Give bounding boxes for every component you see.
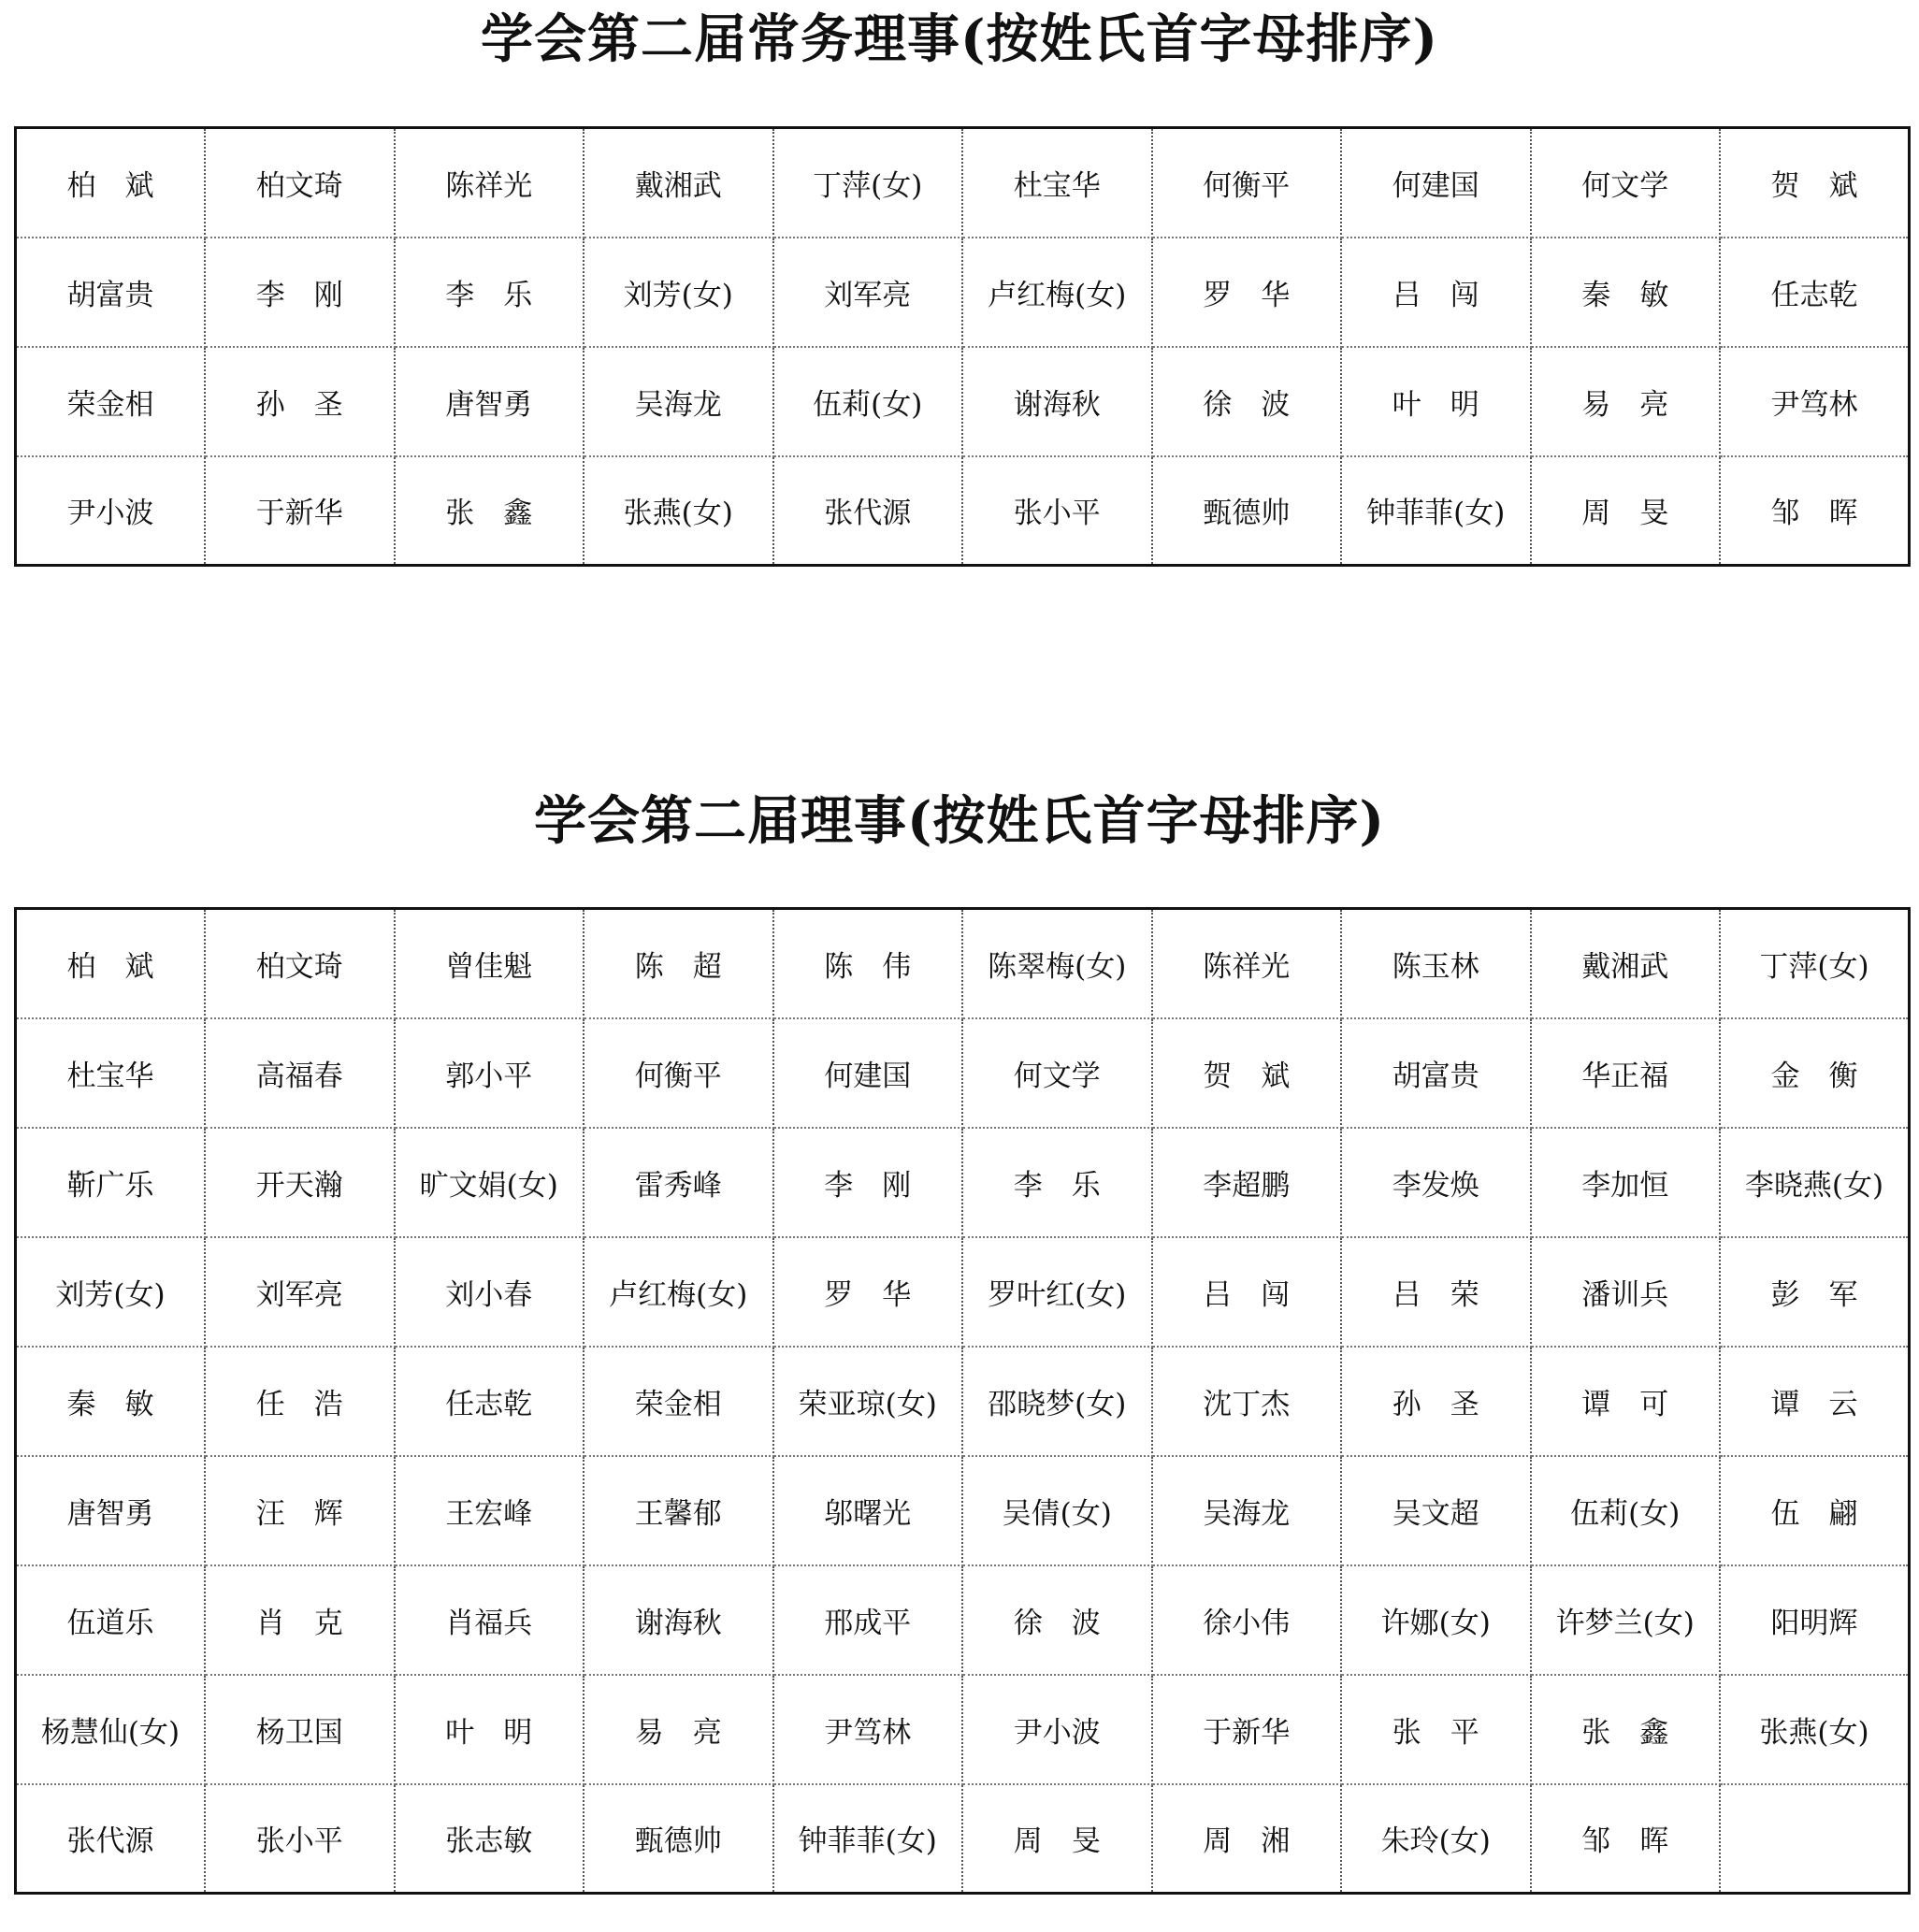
member-name-cell: 刘芳(女): [16, 1237, 206, 1347]
member-name-cell: 李加恒: [1531, 1128, 1721, 1237]
member-name-cell: 旷文娟(女): [395, 1128, 584, 1237]
member-name-cell: 何文学: [1531, 128, 1721, 238]
member-name-cell: 谢海秋: [584, 1565, 773, 1675]
member-name-cell: 陈祥光: [1152, 909, 1342, 1018]
member-name-cell: 李 乐: [395, 238, 584, 347]
member-name-cell: 雷秀峰: [584, 1128, 773, 1237]
member-name-cell: 吴倩(女): [962, 1456, 1152, 1565]
member-name-cell: 邬曙光: [773, 1456, 963, 1565]
member-name-cell: 任 浩: [205, 1347, 395, 1456]
standing-council-title: 学会第二届常务理事(按姓氏首字母排序): [481, 8, 1438, 70]
member-name-cell: 肖福兵: [395, 1565, 584, 1675]
member-name-cell: 邹 晖: [1720, 456, 1910, 566]
member-name-cell: 徐 波: [962, 1565, 1152, 1675]
member-name-cell: 尹笃林: [773, 1675, 963, 1784]
member-name-cell: 贺 斌: [1720, 128, 1910, 238]
member-name-cell: 张 鑫: [1531, 1675, 1721, 1784]
member-name-cell: 华正福: [1531, 1018, 1721, 1128]
member-name-cell: 罗 华: [1152, 238, 1342, 347]
member-name-cell: 吴海龙: [584, 347, 773, 456]
table-row: [16, 1237, 1910, 1347]
member-name-cell: 柏 斌: [16, 909, 206, 1018]
member-name-cell: 吴文超: [1341, 1456, 1531, 1565]
member-name-cell: 吕 荣: [1341, 1237, 1531, 1347]
member-name-cell: 易 亮: [584, 1675, 773, 1784]
member-name-cell: 周 旻: [1531, 456, 1721, 566]
council-title: 学会第二届理事(按姓氏首字母排序): [534, 790, 1385, 852]
member-name-cell: 吴海龙: [1152, 1456, 1342, 1565]
member-name-cell: 阳明辉: [1720, 1565, 1910, 1675]
member-name-cell: 徐小伟: [1152, 1565, 1342, 1675]
member-name-cell: 陈 超: [584, 909, 773, 1018]
member-name-cell: 卢红梅(女): [962, 238, 1152, 347]
member-name-cell: 张 平: [1341, 1675, 1531, 1784]
member-name-cell: 何衡平: [1152, 128, 1342, 238]
member-name-cell: 张代源: [16, 1784, 206, 1894]
member-name-cell: 汪 辉: [205, 1456, 395, 1565]
member-name-cell: 邢成平: [773, 1565, 963, 1675]
member-name-cell: 李超鹏: [1152, 1128, 1342, 1237]
table-row: [16, 1456, 1910, 1565]
member-name-cell: 谭 云: [1720, 1347, 1910, 1456]
member-name-cell: 罗叶红(女): [962, 1237, 1152, 1347]
table-row: [16, 456, 1910, 566]
member-name-cell: 柏文琦: [205, 128, 395, 238]
member-name-cell: 戴湘武: [584, 128, 773, 238]
member-name-cell: 朱玲(女): [1341, 1784, 1531, 1894]
member-name-cell: 甄德帅: [1152, 456, 1342, 566]
table-row: [16, 1018, 1910, 1128]
table-row: [16, 909, 1910, 1018]
member-name-cell: 吕 闯: [1152, 1237, 1342, 1347]
member-name-cell: 李 刚: [773, 1128, 963, 1237]
member-name-cell: 卢红梅(女): [584, 1237, 773, 1347]
member-name-cell: 于新华: [205, 456, 395, 566]
member-name-cell: 荣金相: [584, 1347, 773, 1456]
member-name-cell: 高福春: [205, 1018, 395, 1128]
member-name-cell: 任志乾: [1720, 238, 1910, 347]
member-name-cell: 刘军亮: [773, 238, 963, 347]
member-name-cell: 沈丁杰: [1152, 1347, 1342, 1456]
member-name-cell: 郭小平: [395, 1018, 584, 1128]
member-name-cell: 于新华: [1152, 1675, 1342, 1784]
member-name-cell: 伍道乐: [16, 1565, 206, 1675]
member-name-cell: 何文学: [962, 1018, 1152, 1128]
member-name-cell: 金 衡: [1720, 1018, 1910, 1128]
council-table: [14, 907, 1911, 1895]
member-name-cell: 谢海秋: [962, 347, 1152, 456]
member-name-cell: 伍莉(女): [773, 347, 963, 456]
table-row: [16, 347, 1910, 456]
member-name-cell: 周 湘: [1152, 1784, 1342, 1894]
member-name-cell: 钟菲菲(女): [1341, 456, 1531, 566]
member-name-cell: 柏 斌: [16, 128, 206, 238]
member-name-cell: 邹 晖: [1531, 1784, 1721, 1894]
member-name-cell: 叶 明: [1341, 347, 1531, 456]
member-name-cell: 孙 圣: [205, 347, 395, 456]
member-name-cell: 肖 克: [205, 1565, 395, 1675]
table-row: [16, 238, 1910, 347]
member-name-cell: 尹小波: [962, 1675, 1152, 1784]
member-name-cell: 潘训兵: [1531, 1237, 1721, 1347]
member-name-cell: 张代源: [773, 456, 963, 566]
member-name-cell: 张燕(女): [584, 456, 773, 566]
member-name-cell: 王宏峰: [395, 1456, 584, 1565]
member-name-cell: 周 旻: [962, 1784, 1152, 1894]
member-name-cell: 陈玉林: [1341, 909, 1531, 1018]
member-name-cell: 孙 圣: [1341, 1347, 1531, 1456]
member-name-cell: 罗 华: [773, 1237, 963, 1347]
member-name-cell: 何建国: [1341, 128, 1531, 238]
member-name-cell: 伍 翩: [1720, 1456, 1910, 1565]
member-name-cell: 张小平: [962, 456, 1152, 566]
member-name-cell: 谭 可: [1531, 1347, 1721, 1456]
member-name-cell: 邵晓梦(女): [962, 1347, 1152, 1456]
member-name-cell: 靳广乐: [16, 1128, 206, 1237]
member-name-cell: 李 乐: [962, 1128, 1152, 1237]
table-row: [16, 1565, 1910, 1675]
member-name-cell: 杜宝华: [962, 128, 1152, 238]
member-name-cell: 钟菲菲(女): [773, 1784, 963, 1894]
member-name-cell: 戴湘武: [1531, 909, 1721, 1018]
member-name-cell: 荣金相: [16, 347, 206, 456]
standing-council-table: [14, 126, 1911, 567]
member-name-cell: 易 亮: [1531, 347, 1721, 456]
member-name-cell: 杨慧仙(女): [16, 1675, 206, 1784]
member-name-cell: 叶 明: [395, 1675, 584, 1784]
member-name-cell: 何衡平: [584, 1018, 773, 1128]
table-row: [16, 1347, 1910, 1456]
member-name-cell: 丁萍(女): [773, 128, 963, 238]
member-name-cell: 张燕(女): [1720, 1675, 1910, 1784]
member-name-cell: 唐智勇: [395, 347, 584, 456]
member-name-cell: 陈祥光: [395, 128, 584, 238]
table-row: [16, 1784, 1910, 1894]
table-row: [16, 1675, 1910, 1784]
member-name-cell: 甄德帅: [584, 1784, 773, 1894]
member-name-cell: 唐智勇: [16, 1456, 206, 1565]
member-name-cell: 彭 军: [1720, 1237, 1910, 1347]
member-name-cell: 陈 伟: [773, 909, 963, 1018]
member-name-cell: 王馨郁: [584, 1456, 773, 1565]
member-name-cell: 尹笃林: [1720, 347, 1910, 456]
member-name-cell: 柏文琦: [205, 909, 395, 1018]
member-name-cell: 伍莉(女): [1531, 1456, 1721, 1565]
table-row: [16, 1128, 1910, 1237]
member-name-cell: 吕 闯: [1341, 238, 1531, 347]
member-name-cell: 徐 波: [1152, 347, 1342, 456]
member-name-cell: 张 鑫: [395, 456, 584, 566]
member-name-cell: 李发焕: [1341, 1128, 1531, 1237]
member-name-cell: 贺 斌: [1152, 1018, 1342, 1128]
member-name-cell: 荣亚琼(女): [773, 1347, 963, 1456]
member-name-cell: 张志敏: [395, 1784, 584, 1894]
member-name-cell: 杜宝华: [16, 1018, 206, 1128]
empty-cell: [1720, 1784, 1910, 1894]
member-name-cell: 秦 敏: [1531, 238, 1721, 347]
member-name-cell: 曾佳魁: [395, 909, 584, 1018]
member-name-cell: 陈翠梅(女): [962, 909, 1152, 1018]
member-name-cell: 许梦兰(女): [1531, 1565, 1721, 1675]
member-name-cell: 李晓燕(女): [1720, 1128, 1910, 1237]
member-name-cell: 胡富贵: [1341, 1018, 1531, 1128]
member-name-cell: 何建国: [773, 1018, 963, 1128]
member-name-cell: 杨卫国: [205, 1675, 395, 1784]
member-name-cell: 张小平: [205, 1784, 395, 1894]
member-name-cell: 刘芳(女): [584, 238, 773, 347]
member-name-cell: 李 刚: [205, 238, 395, 347]
table-row: [16, 128, 1910, 238]
member-name-cell: 胡富贵: [16, 238, 206, 347]
member-name-cell: 刘军亮: [205, 1237, 395, 1347]
member-name-cell: 许娜(女): [1341, 1565, 1531, 1675]
member-name-cell: 尹小波: [16, 456, 206, 566]
member-name-cell: 秦 敏: [16, 1347, 206, 1456]
member-name-cell: 开天瀚: [205, 1128, 395, 1237]
member-name-cell: 丁萍(女): [1720, 909, 1910, 1018]
member-name-cell: 刘小春: [395, 1237, 584, 1347]
member-name-cell: 任志乾: [395, 1347, 584, 1456]
